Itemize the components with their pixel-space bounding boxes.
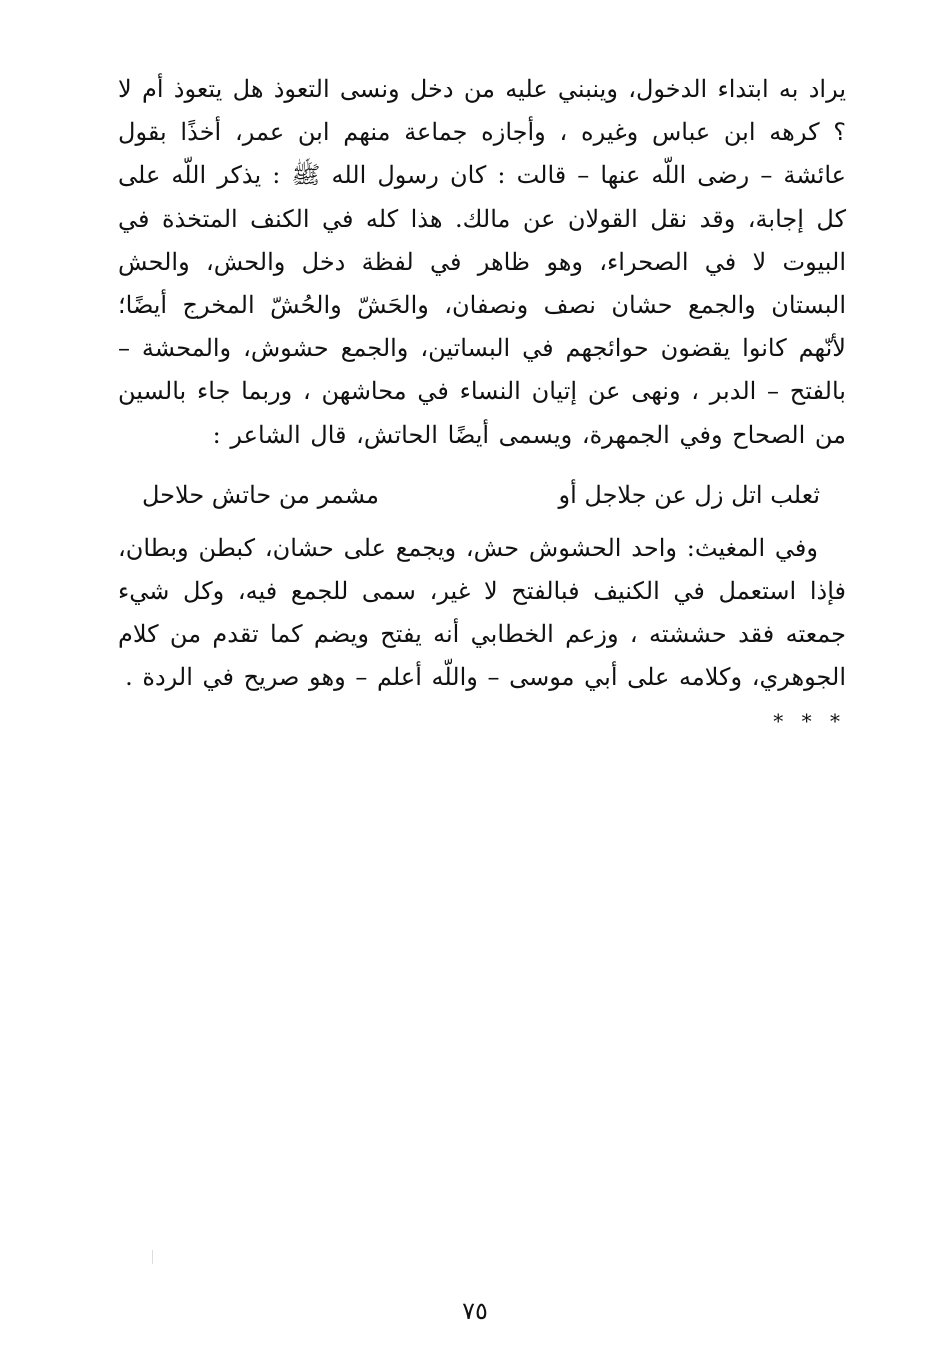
page-number: ٧٥	[462, 1297, 488, 1325]
paragraph-2: وفي المغيث: واحد الحشوش حش، ويجمع على حشان، كبطن وبطان، فإذا استعمل في الكنيف فبالفتح لا غير، سمى للجمع فيه، وكل شيء جمعته فقد حششته ، وزعم الخطابي أنه يفتح ويضم كما تقدم من كلام الجوهري، وكلامه على أبي موسى – واللّه أعلم – وهو صريح في الردة .	[118, 533, 847, 692]
poetry-verse	[142, 475, 820, 515]
verse-first-hemistich: ثعلب اتل زل عن جلاجل أو	[558, 480, 820, 509]
section-separator: * * *	[773, 708, 846, 733]
paragraph-1: يراد به ابتداء الدخول، وينبني عليه من دخل ونسى التعوذ هل يتعوذ أم لا ؟ كرهه ابن عباس وغيره ، وأجازه جماعة منهم ابن عمر، أخذًا بقول عائشة – رضى اللّه عنها – قالت : كان رسول الله ﷺ : يذكر اللّه على كل إجابة، وقد نقل القولان عن مالك. هذا كله في الكنف المتخذة في البيوت لا في الصحراء، وهو ظاهر في لفظة دخل والحش، والحش البستان والجمع حشان نصف ونصفان، والحَشّ والحُشّ المخرج أيضًا؛ لأنّهم كانوا يقضون حوائجهم في البساتين، والجمع حشوش، والمحشة – بالفتح – الدبر ، ونهى عن إتيان النساء في محاشهن ، وربما جاء بالسين من الصحاح وفي الجمهرة، ويسمى أيضًا الحاتش، قال الشاعر :	[118, 75, 846, 449]
main-text	[118, 68, 846, 736]
scan-edge-mark	[152, 1250, 153, 1264]
verse-second-hemistich: مشمر من حاتش حلاحل	[142, 480, 379, 509]
